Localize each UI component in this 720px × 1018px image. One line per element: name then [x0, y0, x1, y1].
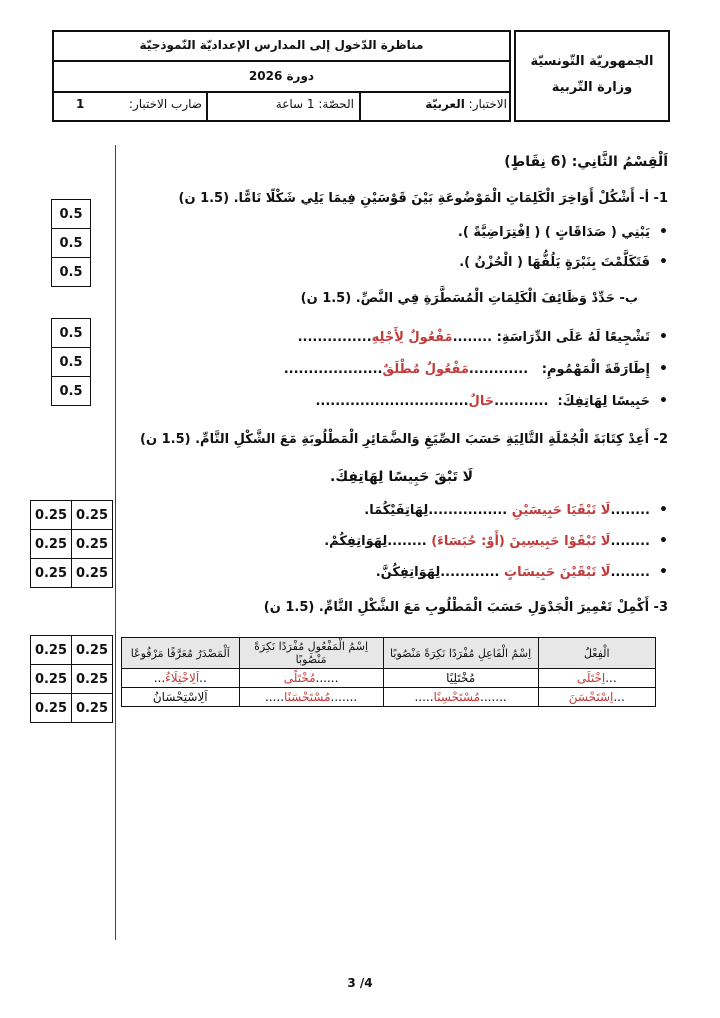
- answer-text: لَا تَبْقَوْا حَبِيسِينَ (أَوْ: حُبَسَاءَ): [431, 534, 611, 549]
- q2-item-tail: ........لِهَوَاتِفِكُمْ.: [324, 534, 427, 549]
- bullet: •: [659, 254, 668, 270]
- answer-text: مُخْتَلًى: [283, 671, 316, 685]
- q1-item-1: [458, 224, 668, 240]
- score-cell: 0.5: [51, 257, 91, 287]
- q1-title: 1- أ- أَشْكُلْ أَوَاخِرَ الْكَلِمَاتِ الْمَوْضُوعَةِ بَيْنَ قَوْسَيْنِ فِيمَا يَلِي شَكْلًا تَامًّا. (1.5 ن): [178, 191, 668, 206]
- bullet: •: [659, 393, 668, 409]
- score-cell: 0.5: [51, 347, 91, 377]
- dots: ........: [610, 503, 650, 518]
- q1b-label: حَبِيسًا لِهَاتِفِكَ:: [557, 394, 650, 409]
- answer-text: مَفْعُولٌ مُطْلَقٌ: [382, 362, 469, 377]
- competition-title: مناظرة الدّخول إلى المدارس الإعداديّة النّموذجيّة: [139, 38, 424, 52]
- cell-text: مُخْتَلِيًا: [446, 671, 476, 685]
- score-cell: 0.25: [71, 500, 113, 530]
- answer-text: لَا تَبْقَيْنَ حَبِيسَاتٍ: [504, 565, 611, 580]
- answer-text: مُسْتَحْسِنًا: [433, 690, 481, 704]
- section-title: اَلْقِسْمُ الثَّانِي: (6 نِقَاطٍ): [504, 154, 668, 170]
- dots: ...: [153, 671, 166, 685]
- dots: .......: [330, 690, 358, 704]
- answer-text: حَالٌ: [468, 394, 495, 409]
- duration-value: 1 ساعة: [275, 97, 315, 111]
- q1-item-text: يَبْنِي ( صَدَاقَاتٍ ) ( اِفْتِرَاضِيَّةً ).: [457, 225, 650, 240]
- table-header-cell: اِسْمُ الْفَاعِلِ مُفْرَدًا نَكِرَةً مَنْصُوبًا: [383, 638, 538, 669]
- table-row: [122, 688, 656, 707]
- session-label: دورة 2026: [248, 69, 315, 83]
- dots: ....................: [283, 362, 383, 377]
- bullet: •: [659, 564, 668, 580]
- answer-text: مَفْعُولٌ لِأَجْلِهِ: [371, 330, 453, 345]
- table-cell: [122, 688, 240, 707]
- bullet: •: [659, 502, 668, 518]
- dots: ...............................: [315, 394, 469, 409]
- score-cell: 0.25: [30, 500, 72, 530]
- bullet: •: [659, 533, 668, 549]
- score-cell: 0.25: [71, 693, 113, 723]
- table-header-row: [122, 638, 656, 669]
- table-cell: [122, 669, 240, 688]
- coef-cell: [56, 97, 202, 111]
- score-cell: 0.25: [71, 635, 113, 665]
- q1b-label: تَشْجِيعًا لَهُ عَلَى الدِّرَاسَةِ:: [496, 330, 650, 345]
- q3-table: [121, 637, 656, 707]
- dots: ...........: [494, 394, 549, 409]
- q1b-title: ب- حَدِّدْ وَظَائِفَ الْكَلِمَاتِ الْمُسَطَّرَةِ فِي النَّصِّ. (1.5 ن): [300, 291, 638, 306]
- dots: ........: [610, 565, 650, 580]
- q2-sentence: لَا تَبْقَ حَبِيسًا لِهَاتِفِكَ.: [330, 469, 474, 485]
- republic-title: الجمهوريّة التّونسيّة: [530, 54, 654, 69]
- coef-label: ضارب الاختبار:: [128, 97, 202, 111]
- subject-value: العربيّة: [425, 97, 465, 111]
- answer-text: مُسْتَحْسَنًا: [284, 690, 331, 704]
- page-number: 3 /4: [347, 976, 373, 990]
- ministry-title: وزارة التّربية: [551, 80, 633, 95]
- q2-item-tail: ............لِهَوَاتِفِكُنَّ.: [375, 565, 500, 580]
- q2-item-2: [324, 533, 668, 549]
- score-cell: 0.5: [51, 318, 91, 348]
- table-cell: [538, 669, 655, 688]
- table-cell: [383, 688, 538, 707]
- coef-value: 1: [76, 97, 85, 111]
- score-cell: 0.25: [30, 635, 72, 665]
- score-cell: 0.5: [51, 199, 91, 229]
- duration-label: الحصّة:: [318, 97, 354, 111]
- answer-text: اِخْتَلَى: [576, 671, 606, 685]
- table-cell: [538, 688, 655, 707]
- q3-title: 3- أَكْمِلْ تَعْمِيرَ الْجَدْوَلِ حَسَبَ الْمَطْلُوبِ مَعَ الشَّكْلِ التَّامِّ. (1.5 ن): [263, 600, 668, 615]
- dots: .......: [480, 690, 507, 704]
- subject-label: الاختبار:: [468, 97, 507, 111]
- dots: ...: [613, 690, 625, 704]
- duration-cell: [208, 97, 354, 111]
- dots: ..: [199, 671, 207, 685]
- score-cell: 0.5: [51, 228, 91, 258]
- answer-text: اِسْتَحْسَنَ: [568, 690, 614, 704]
- q1b-item-3: [315, 393, 668, 409]
- q2-item-tail: ................لِهَاتِفَيْكُمَا.: [364, 503, 508, 518]
- bullet: •: [659, 361, 668, 377]
- dots: ........: [610, 534, 650, 549]
- table-cell: [239, 688, 383, 707]
- dots: ...: [605, 671, 617, 685]
- score-cell: 0.25: [30, 664, 72, 694]
- score-cell: 0.5: [51, 376, 91, 406]
- q1b-item-2: [284, 361, 668, 377]
- dots: ......: [315, 671, 339, 685]
- margin-line: [115, 145, 116, 940]
- q1-item-text: فَتَكَلَّمْتَ بِنَبْرَةٍ يَلُفُّهَا ( الْحُزْنُ ).: [459, 255, 650, 270]
- header-row-line-1: [52, 60, 511, 62]
- q1-item-2: [459, 254, 668, 270]
- table-row: [122, 669, 656, 688]
- score-cell: 0.25: [71, 529, 113, 559]
- table-header-cell: الْفِعْلُ: [538, 638, 655, 669]
- q2-item-1: [364, 502, 668, 518]
- q2-item-3: [376, 564, 668, 580]
- score-cell: 0.25: [30, 529, 72, 559]
- table-cell: [239, 669, 383, 688]
- dots: ...............: [297, 330, 372, 345]
- header-right-box: [514, 30, 670, 122]
- score-cell: 0.25: [30, 558, 72, 588]
- subject-cell: [361, 97, 507, 111]
- q1b-item-1: [298, 329, 668, 345]
- bullet: •: [659, 224, 668, 240]
- table-header-cell: اِسْمُ الْمَفْعُولِ مُفْرَدًا نَكِرَةً مَنْصُوبًا: [239, 638, 383, 669]
- score-cell: 0.25: [71, 664, 113, 694]
- bullet: •: [659, 329, 668, 345]
- header-row-line-2: [52, 91, 511, 93]
- answer-text: اَلِاخْتِلَاءُ: [165, 671, 200, 685]
- table-header-cell: اَلْمَصْدَرُ مُعَرَّفًا مَرْفُوعًا: [122, 638, 240, 669]
- dots: ........: [452, 330, 493, 345]
- answer-text: لَا تَبْقَيَا حَبِيسَيْنِ: [511, 503, 611, 518]
- q1b-label: إِطَارَقَةَ الْمَهْمُومِ:: [541, 362, 650, 377]
- score-cell: 0.25: [71, 558, 113, 588]
- dots: .....: [264, 690, 285, 704]
- cell-text: اَلِاسْتِحْسَانُ: [152, 690, 208, 704]
- q2-title: 2- أَعِدْ كِتَابَةَ الْجُمْلَةِ التَّالِيَةِ حَسَبَ الصِّيَغِ وَالضَّمَائِرِ الْمَطْلُوبَةِ مَعَ الشَّكْلِ التَّامِّ. (1.5 ن): [140, 432, 668, 447]
- dots: ............: [468, 362, 529, 377]
- score-cell: 0.25: [30, 693, 72, 723]
- table-cell: [383, 669, 538, 688]
- dots: .....: [414, 690, 434, 704]
